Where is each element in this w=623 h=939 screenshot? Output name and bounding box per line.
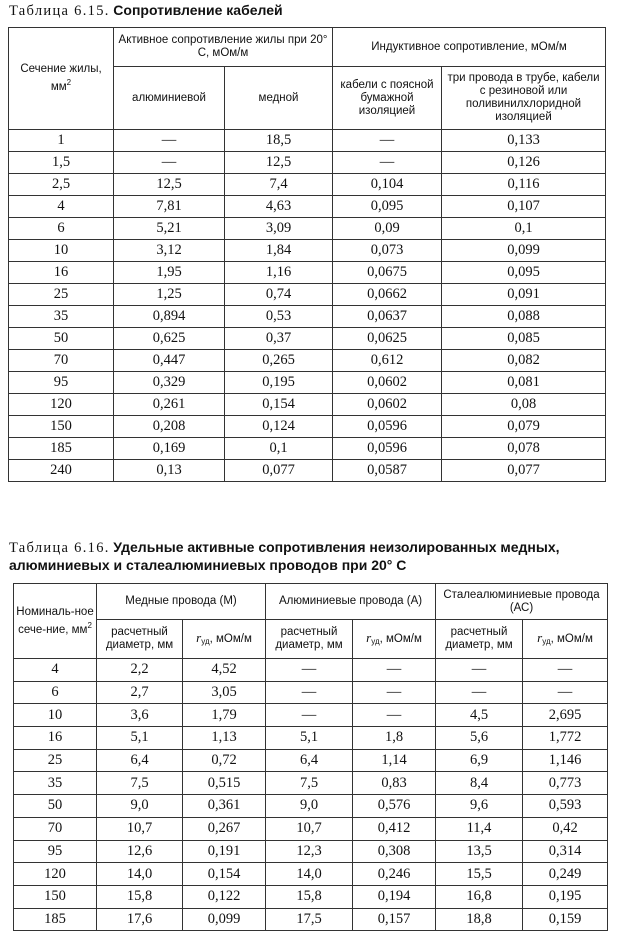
header-r-steel-aluminum: $r_{уд}$, мОм/м — [523, 620, 608, 659]
row-header-cell: 16 — [9, 262, 114, 284]
table-cell: 18,8 — [436, 908, 523, 931]
table-cell: — — [523, 659, 608, 682]
table-cell: 0,194 — [353, 885, 436, 908]
header-steel-aluminum-wires: Сталеалюминиевые провода (АС) — [436, 584, 608, 620]
table-cell: 1,8 — [353, 727, 436, 750]
table-cell: 0,42 — [523, 817, 608, 840]
table-cell: 3,05 — [183, 681, 266, 704]
row-header-cell: 16 — [14, 727, 97, 750]
table-cell: 0,37 — [225, 328, 333, 350]
table-cell: 0,088 — [442, 306, 606, 328]
table-cell: — — [436, 681, 523, 704]
table-cell: 1,13 — [183, 727, 266, 750]
table-row — [9, 174, 606, 196]
table-cell: 12,3 — [266, 840, 353, 863]
header-aluminum-wires: Алюминиевые провода (А) — [266, 584, 436, 620]
table-cell: — — [523, 681, 608, 704]
table-row — [14, 704, 608, 727]
table-cell: 0,078 — [442, 438, 606, 460]
table-row — [9, 372, 606, 394]
table-cell: 0,593 — [523, 795, 608, 818]
table-cell: 0,0625 — [333, 328, 442, 350]
table-row — [9, 328, 606, 350]
table-row — [9, 262, 606, 284]
table-cell: 0,107 — [442, 196, 606, 218]
table-cell: 0,122 — [183, 885, 266, 908]
table-cell: 0,133 — [442, 130, 606, 152]
table-row — [9, 394, 606, 416]
row-header-cell: 6 — [9, 218, 114, 240]
row-header-cell: 35 — [14, 772, 97, 795]
table-cell: — — [436, 659, 523, 682]
table-cell: 16,8 — [436, 885, 523, 908]
table-cell: 1,95 — [114, 262, 225, 284]
table-cell: 0,0596 — [333, 438, 442, 460]
table-cell: 0,0662 — [333, 284, 442, 306]
table-cell: 12,5 — [114, 174, 225, 196]
table-cell: 1,14 — [353, 749, 436, 772]
row-header-cell: 25 — [14, 749, 97, 772]
table-row — [14, 659, 608, 682]
table-cell: 0,412 — [353, 817, 436, 840]
table-cell: 0,267 — [183, 817, 266, 840]
table-cell: 5,21 — [114, 218, 225, 240]
row-header-cell: 2,5 — [9, 174, 114, 196]
table-row — [9, 240, 606, 262]
row-header-cell: 120 — [14, 863, 97, 886]
table-cell: 3,6 — [97, 704, 183, 727]
table-cell: 12,6 — [97, 840, 183, 863]
table-cell: 2,695 — [523, 704, 608, 727]
table-cell: 9,0 — [266, 795, 353, 818]
table-cell: 0,0602 — [333, 394, 442, 416]
table-cell: 0,894 — [114, 306, 225, 328]
table-cell: 0,265 — [225, 350, 333, 372]
row-header-cell: 1 — [9, 130, 114, 152]
table-cell: 15,8 — [266, 885, 353, 908]
table-cell: — — [114, 130, 225, 152]
table-cell: 0,612 — [333, 350, 442, 372]
row-header-cell: 240 — [9, 460, 114, 482]
table-615-title: Сопротивление кабелей — [113, 2, 283, 18]
table-row — [14, 749, 608, 772]
table-cell: 0,09 — [333, 218, 442, 240]
table-cell: — — [353, 704, 436, 727]
table-cell: — — [266, 704, 353, 727]
table-cell: 0,361 — [183, 795, 266, 818]
header-diameter-aluminum: расчетный диаметр, мм — [266, 620, 353, 659]
header-three-wires: три провода в трубе, кабели с резиновой или поливинилхлоридной изоляцией — [442, 67, 606, 130]
table-cell: 6,4 — [97, 749, 183, 772]
table-cell: 0,13 — [114, 460, 225, 482]
row-header-cell: 50 — [14, 795, 97, 818]
table-cell: 0,447 — [114, 350, 225, 372]
table-cell: 0,091 — [442, 284, 606, 306]
table-row — [9, 438, 606, 460]
table-cell: 0,246 — [353, 863, 436, 886]
row-header-cell: 25 — [9, 284, 114, 306]
table-cell: 0,154 — [225, 394, 333, 416]
header-copper: медной — [225, 67, 333, 130]
table-cell: 2,2 — [97, 659, 183, 682]
table-cell: 0,208 — [114, 416, 225, 438]
table-row — [14, 908, 608, 931]
table-cell: 1,79 — [183, 704, 266, 727]
table-cell: 15,5 — [436, 863, 523, 886]
table-cell: 0,308 — [353, 840, 436, 863]
table-row — [14, 863, 608, 886]
table-row — [9, 460, 606, 482]
table-row — [14, 840, 608, 863]
header-aluminum: алюминиевой — [114, 67, 225, 130]
table-cell: 0,077 — [225, 460, 333, 482]
table-cell: — — [114, 152, 225, 174]
table-cell: 0,0587 — [333, 460, 442, 482]
table-cell: 0,0596 — [333, 416, 442, 438]
row-header-cell: 150 — [9, 416, 114, 438]
table-cell: 7,81 — [114, 196, 225, 218]
table-cell: 0,83 — [353, 772, 436, 795]
table-cell: 0,154 — [183, 863, 266, 886]
table-cell: 0,099 — [442, 240, 606, 262]
table-cell: 0,1 — [225, 438, 333, 460]
table-cell: 8,4 — [436, 772, 523, 795]
table-cell: 7,4 — [225, 174, 333, 196]
table-cell: 18,5 — [225, 130, 333, 152]
row-header-cell: 185 — [14, 908, 97, 931]
table-cell: 0,249 — [523, 863, 608, 886]
table-row — [9, 196, 606, 218]
table-cell: 0,0602 — [333, 372, 442, 394]
table-row — [14, 681, 608, 704]
table-row — [9, 284, 606, 306]
row-header-cell: 70 — [9, 350, 114, 372]
table-cell: 0,74 — [225, 284, 333, 306]
table-cell: 0,116 — [442, 174, 606, 196]
table-cell: 6,9 — [436, 749, 523, 772]
table-cell: 0,104 — [333, 174, 442, 196]
table-cell: 9,6 — [436, 795, 523, 818]
table-cell: 1,84 — [225, 240, 333, 262]
table-cell: 0,314 — [523, 840, 608, 863]
row-header-cell: 70 — [14, 817, 97, 840]
header-diameter-steel-aluminum: расчетный диаметр, мм — [436, 620, 523, 659]
table-cell: 0,082 — [442, 350, 606, 372]
table-cell: 1,25 — [114, 284, 225, 306]
table-cell: 0,53 — [225, 306, 333, 328]
table-cell: 0,195 — [225, 372, 333, 394]
table-cell: — — [333, 152, 442, 174]
table-row — [14, 795, 608, 818]
table-cell: 3,09 — [225, 218, 333, 240]
table-cell: 4,52 — [183, 659, 266, 682]
table-cell: 17,5 — [266, 908, 353, 931]
table-cell: 14,0 — [266, 863, 353, 886]
table-cell: 1,16 — [225, 262, 333, 284]
table-cell: 0,773 — [523, 772, 608, 795]
table-row — [9, 350, 606, 372]
table-row — [14, 817, 608, 840]
table-cell: 4,5 — [436, 704, 523, 727]
table-cell: — — [353, 659, 436, 682]
table-cell: 0,124 — [225, 416, 333, 438]
table-row — [14, 885, 608, 908]
table-row — [9, 152, 606, 174]
table-cell: 0,077 — [442, 460, 606, 482]
table-cell: 0,08 — [442, 394, 606, 416]
table-cell: 10,7 — [266, 817, 353, 840]
table-cell: 0,095 — [442, 262, 606, 284]
table-616-title: Удельные активные сопротивления неизолированных медных, алюминиевых и сталеалюминиевых проводов при 20° С — [9, 539, 560, 573]
table-cell: 0,515 — [183, 772, 266, 795]
table-row — [14, 727, 608, 750]
row-header-cell: 4 — [14, 659, 97, 682]
table-row — [9, 130, 606, 152]
header-section: Сечение жилы, $мм^2$ — [9, 28, 114, 130]
table-cell: 0,0675 — [333, 262, 442, 284]
table-cell: 0,081 — [442, 372, 606, 394]
row-header-cell: 1,5 — [9, 152, 114, 174]
table-cell: 17,6 — [97, 908, 183, 931]
table-cell: 3,12 — [114, 240, 225, 262]
table-cell: 12,5 — [225, 152, 333, 174]
table-cell: 0,191 — [183, 840, 266, 863]
table-row — [9, 218, 606, 240]
table-cell: — — [333, 130, 442, 152]
table-cell: 5,1 — [266, 727, 353, 750]
table-615-caption — [9, 2, 623, 20]
table-cell: 0,157 — [353, 908, 436, 931]
table-cell: 0,195 — [523, 885, 608, 908]
table-cell: 9,0 — [97, 795, 183, 818]
table-row — [9, 306, 606, 328]
row-header-cell: 95 — [14, 840, 97, 863]
row-header-cell: 10 — [9, 240, 114, 262]
table-cell: 1,772 — [523, 727, 608, 750]
table-cell: — — [266, 681, 353, 704]
table-cell: 2,7 — [97, 681, 183, 704]
row-header-cell: 35 — [9, 306, 114, 328]
table-cell: 5,1 — [97, 727, 183, 750]
table-cell: 7,5 — [97, 772, 183, 795]
table-cell: 0,126 — [442, 152, 606, 174]
table-row — [14, 772, 608, 795]
table-cell: 5,6 — [436, 727, 523, 750]
row-header-cell: 50 — [9, 328, 114, 350]
table-cell: 0,0637 — [333, 306, 442, 328]
row-header-cell: 95 — [9, 372, 114, 394]
wire-resistance-table — [13, 583, 608, 931]
table-cell: 10,7 — [97, 817, 183, 840]
table-cell: 0,169 — [114, 438, 225, 460]
table-row — [9, 416, 606, 438]
table-cell: 11,4 — [436, 817, 523, 840]
row-header-cell: 150 — [14, 885, 97, 908]
table-cell: — — [353, 681, 436, 704]
header-nominal-section: Номиналь-ное сече-ние, $мм^2$ — [14, 584, 97, 659]
table-616-caption — [9, 539, 609, 575]
header-copper-wires: Медные провода (М) — [97, 584, 266, 620]
table-cell: 0,625 — [114, 328, 225, 350]
table-cell: 7,5 — [266, 772, 353, 795]
table-cell: 4,63 — [225, 196, 333, 218]
row-header-cell: 185 — [9, 438, 114, 460]
table-616-label: Таблица 6.16. — [9, 540, 110, 556]
table-cell: 6,4 — [266, 749, 353, 772]
row-header-cell: 4 — [9, 196, 114, 218]
table-cell: 0,099 — [183, 908, 266, 931]
table-cell: 0,72 — [183, 749, 266, 772]
header-diameter-copper: расчетный диаметр, мм — [97, 620, 183, 659]
table-cell: 0,085 — [442, 328, 606, 350]
row-header-cell: 6 — [14, 681, 97, 704]
header-active-resistance: Активное сопротивление жилы при 20° С, мОм/м — [114, 28, 333, 67]
header-inductive-resistance: Индуктивное сопротивление, мОм/м — [333, 28, 606, 67]
row-header-cell: 120 — [9, 394, 114, 416]
table-cell: 0,329 — [114, 372, 225, 394]
table-cell: 0,261 — [114, 394, 225, 416]
table-cell: 0,079 — [442, 416, 606, 438]
header-r-copper: $r_{уд}$, мОм/м — [183, 620, 266, 659]
header-r-aluminum: $r_{уд}$, мОм/м — [353, 620, 436, 659]
table-cell: 15,8 — [97, 885, 183, 908]
table-cell: — — [266, 659, 353, 682]
table-cell: 0,159 — [523, 908, 608, 931]
table-cell: 0,1 — [442, 218, 606, 240]
table-cell: 0,095 — [333, 196, 442, 218]
table-cell: 0,576 — [353, 795, 436, 818]
cable-resistance-table — [8, 27, 606, 482]
header-cables-paper: кабели с поясной бумажной изоляцией — [333, 67, 442, 130]
row-header-cell: 10 — [14, 704, 97, 727]
table-cell: 1,146 — [523, 749, 608, 772]
table-615-label: Таблица 6.15. — [9, 3, 110, 19]
table-cell: 0,073 — [333, 240, 442, 262]
table-cell: 14,0 — [97, 863, 183, 886]
table-cell: 13,5 — [436, 840, 523, 863]
